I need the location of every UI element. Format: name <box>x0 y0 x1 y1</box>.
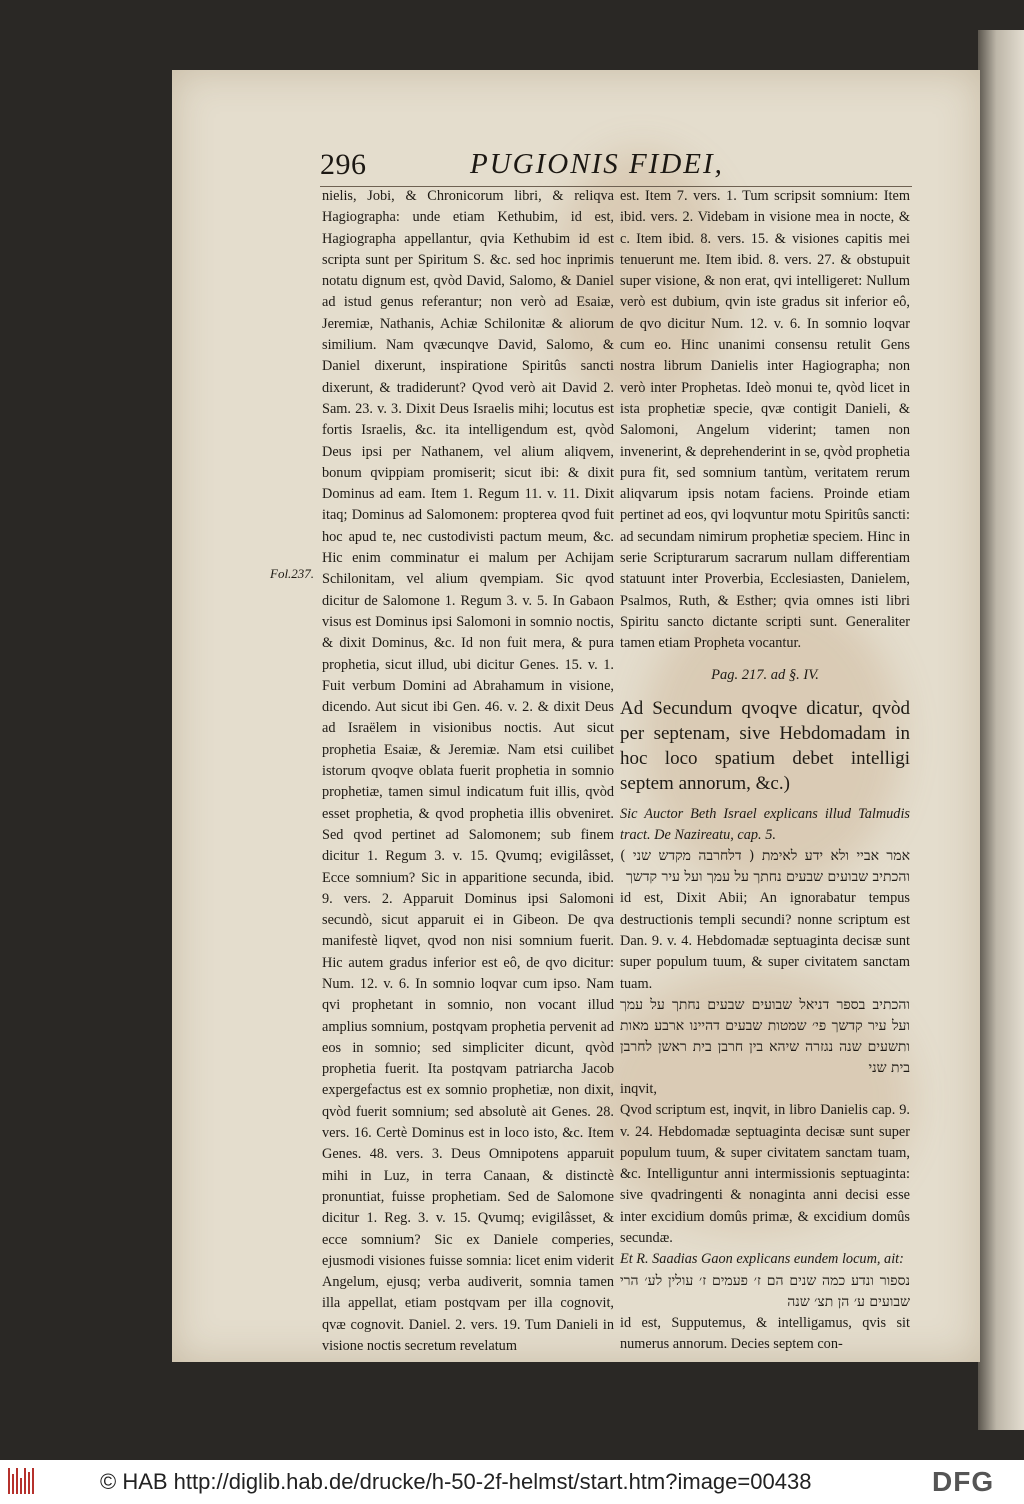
running-title: PUGIONIS FIDEI, <box>470 148 724 180</box>
hebrew-quote: אמר אביי ולא ידע לאימת ( דלחרבה מקדש שני ) והכתיב שבועים שבעים נחתך על עמך ועל עיר קדשך <box>620 848 910 886</box>
right-column <box>620 186 910 1355</box>
hab-barcode-icon <box>8 1468 38 1494</box>
latin-translation: Qvod scriptum est, inqvit, in libro Danielis cap. 9. v. 24. Hebdomadæ septuaginta decisæ sunt super populum tuum, & super civitatem sanctam tuam, &c. Intelliguntur anni intermissionis septuaginta: sive qvadringenti & nonaginta anni decisi esse inter excidium domûs primæ, & excidium domûs secundæ. <box>620 1102 910 1246</box>
left-column <box>322 186 614 1357</box>
hebrew-quote: והכתיב בספר דניאל שבועים שבעים נחתך על עמך ועל עיר קדשך פי׳ שמטות שבעים דהיינו ארבע מאות ותשעים שנה נגזרה שיהא בין חרבן בית ראשן לחרבן בית שני <box>620 996 910 1076</box>
latin-translation: id est, Dixit Abii; An ignorabatur tempus destructionis templi secundi? nonne scriptum est Dan. 9. v. 4. Hebdomadæ septuaginta decisæ sunt super populum tuum, & super civitatem sanctam tuam. <box>620 890 910 992</box>
source-citation: Et R. Saadias Gaon explicans eundem locum, ait: <box>620 1251 904 1268</box>
footer-copyright-link[interactable]: © HAB http://diglib.hab.de/drucke/h-50-2f-helmst/start.htm?image=00438 <box>100 1469 812 1494</box>
section-heading: Pag. 217. ad §. IV. <box>711 666 819 683</box>
hebrew-intro: inqvit, <box>620 1080 657 1097</box>
hebrew-quote: נספור ונדע כמה שנים הם ז׳ פעמים ז׳ עולין לע׳ הרי שבועים ע׳ הן תצ׳ שנה <box>620 1272 910 1310</box>
dfg-logo: DFG <box>932 1466 995 1497</box>
right-column-text: est. Item 7. vers. 1. Tum scripsit somnium: Item ibid. vers. 2. Videbam in visione mea in nocte, & c. Item ibid. 8. vers. 15. & visiones capitis mei tenuerunt me. Item ibid. 8. vers. 27. & obstupuit super visione, & non erat, qvi intelligeret: Nullum verò est dubium, qvin iste gradus sit inferior eô, de qvo dicitur Num. 12. v. 6. In somnio loqvar cum eo. Hinc unanimi consensu retulit Gens nostra librum Danielis inter Hagiographa; non verò inter Prophetas. Ideò monui te, qvòd licet in ista prophetiæ specie, qvæ contigit Danieli, & Salomoni, Angelum viderint; tamen non invenerint, & deprehenderint in se, qvòd prophetia pura fit, sed somnium tantùm, veritatem rerum aliqvarum ipsis notam faciens. Proinde etiam pertinet ad eos, qvi loqvuntur motu Spiritûs sancti: ad secundam nimirum prophetiæ speciem. Hinc in serie Scripturarum sacrarum nullam differentiam statuunt inter Proverbia, Ecclesiasten, Danielem, Psalmos, Ruth, & Esther; qvia omnes isti libri Spiritu sancto dictante scripti sunt. Generaliter tamen etiam Propheta vocantur. <box>620 188 910 652</box>
left-column-text: nielis, Jobi, & Chronicorum libri, & reliqva Hagiographa: unde etiam Kethubim, id est, Hagiographa appellantur, qvia Kethubim id est scripta sunt per Spiritum S. &c. sed hoc inprimis notatu dignum est, qvòd David, Salomo, & Daniel ad istud genus referantur; non verò ad Esaiæ, Jeremiæ, Nathanis, Achiæ Schilonitæ & aliorum similium. Nam qvæcunqve David, Salomo, & Daniel dixerunt, inspiratione Spiritûs sancti dixerunt, & tradiderunt? Qvod verò ait David 2. Sam. 23. v. 3. Dixit Deus Israelis mihi; locutus est fortis Israelis, &c. ita intelligendum est, qvòd Deus ipsi per Nathanem, vel alium aliqvem, bonum qvippiam promiserit; sicut ibi: & dixit Dominus ad eam. Item 1. Regum 11. v. 11. Dixit itaq; Dominus ad Salomonem: propterea qvod fuit hoc apud te, nec custodivisti pactum meum, &c. Hic enim comminatur ei malum per Achijam Schilonitam, vel alium qvempiam. Sic qvod dicitur de Salomone 1. Regum 3. v. 5. In Gabaon visus est Dominus ipsi Salomoni in somnio noctis, & dixit Dominus, &c. Id non fuit mera, & pura prophetia, sicut illud, ubi dicitur Genes. 15. v. 1. Fuit verbum Domini ad Abrahamum in visione, dicendo. Aut sicut ibi Gen. 46. v. 2. & dixit Deus ad Israëlem in visionibus noctis. Aut sicut prophetia Esaiæ, & Jeremiæ. Nam etsi cuilibet istorum qvoqve oblata fuerit prophetia in somnio prophetiæ, tamen simul indicatum fuit illis, qvòd esset prophetia, & qvod prophetia illis obveniret. Sed qvod pertinet ad Salomonem; sub finem dicitur 1. Regum 3. v. 15. Qvumq; evigilâsset, Ecce somnium? Sic in apparitione secunda, ibid. 9. vers. 2. Apparuit Dominus ipsi Salomoni secundò, sicut apparuit ei in Gibeon. De qva manifestè liqvet, qvod non nisi somnium fuerit. Hic autem gradus inferior est eô, de qvo dicitur: Num. 12. v. 6. In somnio loqvar cum ipso. Nam qvi prophetant in somnio, non vocant illud amplius somnium, postqvam prophetia pervenit ad eos in somnio; sed simpliciter dicunt, qvòd prophetia fuerit. Ita postqvam patriarcha Jacob expergefactus est ex somnio prophetiæ, non dixit, qvòd fuerit somnium; sed absolutè ait Genes. 28. vers. 16. Certè Dominus est in loco isto, &c. Item Genes. 48. vers. 3. Deus Omnipotens apparuit mihi in Luz, in terra Canaan, & distinctè pronuntiat, fuisse prophetiam. Sed de Salomone dicitur 1. Reg. 3. v. 15. Qvumq; evigilâsset, & ecce somnium? Sic ex Daniele comperies, ejusmodi visiones fuisse somnia: licet enim viderit Angelum, ejusq; verba audiverit, somnia tamen illa appellat, etiam postqvam per illa cognovit, qvæ cognovit. Daniel. 2. vers. 19. Tum Danieli in visione noctis secretum revelatum <box>322 188 614 1355</box>
running-head <box>320 148 960 188</box>
adjacent-page-edge <box>978 30 1024 1430</box>
section-title: Ad Secundum qvoqve dicatur, qvòd per septenam, sive Hebdomadam in hoc loco spatium debet intelligi septem annorum, &c.) <box>620 697 910 794</box>
page-number: 296 <box>320 148 367 181</box>
footer-bar <box>0 1460 1024 1504</box>
source-citation: Sic Auctor Beth Israel explicans illud Talmudis tract. De Nazireatu, cap. 5. <box>620 805 910 844</box>
latin-translation: id est, Supputemus, & intelligamus, qvis sit numerus annorum. Decies septem con- <box>620 1314 910 1352</box>
margin-note: Fol.237. <box>270 566 315 581</box>
